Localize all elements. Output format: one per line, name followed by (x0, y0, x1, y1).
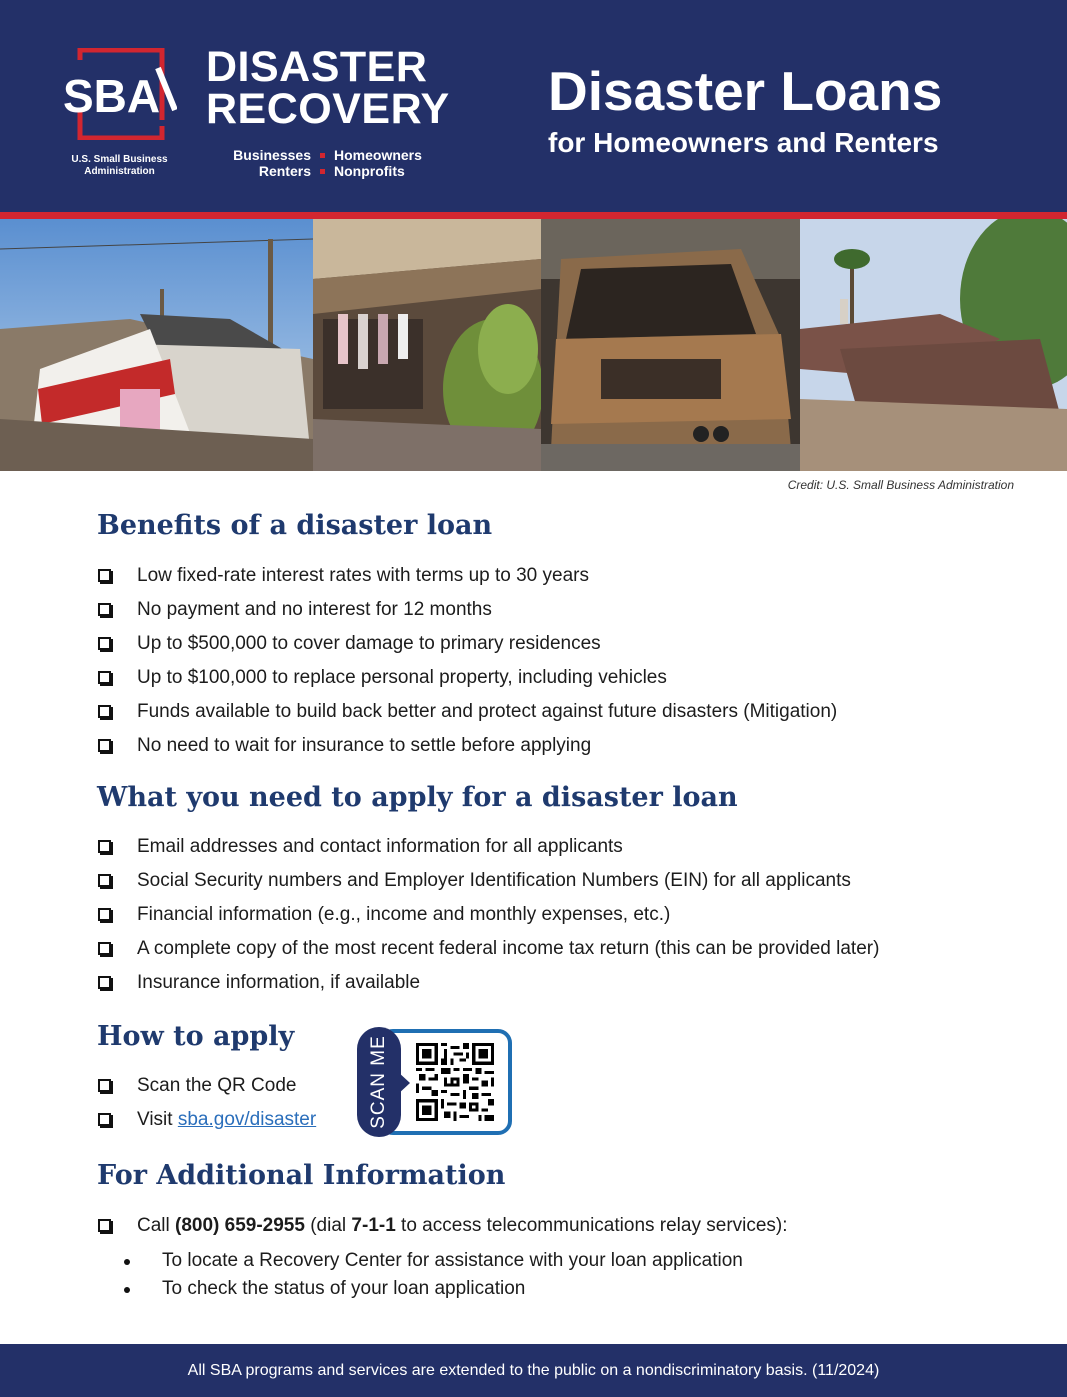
checkbox-icon (98, 1113, 111, 1126)
list-item (97, 1103, 316, 1137)
list-item (97, 695, 837, 729)
call-mid: (dial (304, 1215, 352, 1236)
additional-bullets (122, 1247, 743, 1303)
requirements-heading: What you need to apply for a disaster loan (97, 782, 738, 813)
list-item (97, 661, 837, 695)
sba-logo-text: SBA (63, 70, 161, 122)
audience-tags (206, 147, 446, 179)
tag-homeowners: Homeowners (334, 147, 422, 163)
tag-nonprofits: Nonprofits (334, 163, 405, 179)
list-item-text: Up to $500,000 to cover damage to primary residences (137, 633, 601, 654)
bullet-item: To locate a Recovery Center for assistance with your loan application (122, 1247, 743, 1275)
checkbox-icon (98, 705, 111, 718)
tag-separator (311, 163, 334, 179)
sba-logo (62, 48, 177, 140)
list-item-text: No payment and no interest for 12 months (137, 599, 492, 620)
footer-text: All SBA programs and services are extended to the public on a nondiscriminatory basis. (11/2024) (187, 1361, 880, 1379)
list-item-text: A complete copy of the most recent federal income tax return (this can be provided later) (137, 938, 880, 959)
visit-prefix: Visit (137, 1109, 178, 1130)
list-item-text: Email addresses and contact information for all applicants (137, 836, 623, 857)
scan-me-label: SCAN ME (368, 1035, 390, 1129)
checkbox-icon (98, 976, 111, 989)
checkbox-icon (98, 874, 111, 887)
checkbox-icon (98, 908, 111, 921)
list-item-text: Financial information (e.g., income and monthly expenses, etc.) (137, 904, 671, 925)
footer (0, 1344, 1067, 1397)
list-item (97, 864, 879, 898)
photo-destroyed-house (0, 219, 313, 471)
list-item (97, 1069, 316, 1103)
program-title (206, 43, 450, 133)
photo-damaged-interior (313, 219, 541, 471)
call-prefix: Call (137, 1215, 176, 1236)
additional-list (97, 1209, 788, 1243)
list-item (97, 966, 879, 1000)
checkbox-icon (98, 739, 111, 752)
program-title-line1: DISASTER (206, 43, 428, 91)
photo-collapsed-roof (800, 219, 1067, 471)
bullet-item: To check the status of your loan application (122, 1275, 743, 1303)
benefits-heading: Benefits of a disaster loan (97, 510, 493, 541)
apply-heading: How to apply (97, 1021, 295, 1052)
checkbox-icon (98, 569, 111, 582)
tag-separator (311, 147, 334, 163)
list-item (97, 593, 837, 627)
list-item-text: Up to $100,000 to replace personal property, including vehicles (137, 667, 667, 688)
list-item-text: Insurance information, if available (137, 972, 421, 993)
list-item-text: Social Security numbers and Employer Identification Numbers (EIN) for all applicants (137, 870, 851, 891)
photo-credit: Credit: U.S. Small Business Administration (787, 478, 1014, 492)
list-item (97, 932, 879, 966)
photo-burned-car (541, 219, 800, 471)
sba-disaster-link[interactable]: sba.gov/disaster (177, 1109, 317, 1130)
list-item-text: No need to wait for insurance to settle before applying (137, 735, 592, 756)
checkbox-icon (98, 942, 111, 955)
photo-strip (0, 219, 1067, 471)
accent-bar (0, 212, 1067, 219)
checkbox-icon (98, 603, 111, 616)
list-item-text: Funds available to build back better and protect against future disasters (Mitigation) (137, 701, 838, 722)
list-item (97, 830, 879, 864)
list-item (97, 559, 837, 593)
benefits-list (97, 559, 837, 763)
list-item-text: Low fixed-rate interest rates with terms up to 30 years (137, 565, 589, 586)
sba-logo-subtitle: U.S. Small Business Administration (71, 154, 168, 177)
call-suffix: to access telecommunications relay services): (395, 1215, 788, 1236)
checkbox-icon (98, 671, 111, 684)
phone-number[interactable]: (800) 659-2955 (175, 1215, 305, 1236)
qr-code[interactable] (416, 1043, 494, 1121)
list-item-text: Scan the QR Code (137, 1075, 297, 1096)
list-item (97, 627, 837, 661)
tag-renters: Renters (258, 163, 311, 179)
header-banner (0, 0, 1067, 212)
list-item (97, 1209, 788, 1243)
checkbox-icon (98, 1079, 111, 1092)
program-title-line2: RECOVERY (206, 85, 450, 133)
page-title: Disaster Loans (548, 60, 943, 122)
requirements-list (97, 830, 879, 1000)
additional-heading: For Additional Information (97, 1160, 506, 1191)
tag-businesses: Businesses (233, 147, 311, 163)
page-subtitle: for Homeowners and Renters (548, 127, 939, 158)
checkbox-icon (98, 637, 111, 650)
list-item (97, 729, 837, 763)
checkbox-icon (98, 840, 111, 853)
list-item (97, 898, 879, 932)
relay-number: 7-1-1 (351, 1215, 396, 1236)
apply-list (97, 1069, 316, 1137)
checkbox-icon (98, 1219, 111, 1232)
